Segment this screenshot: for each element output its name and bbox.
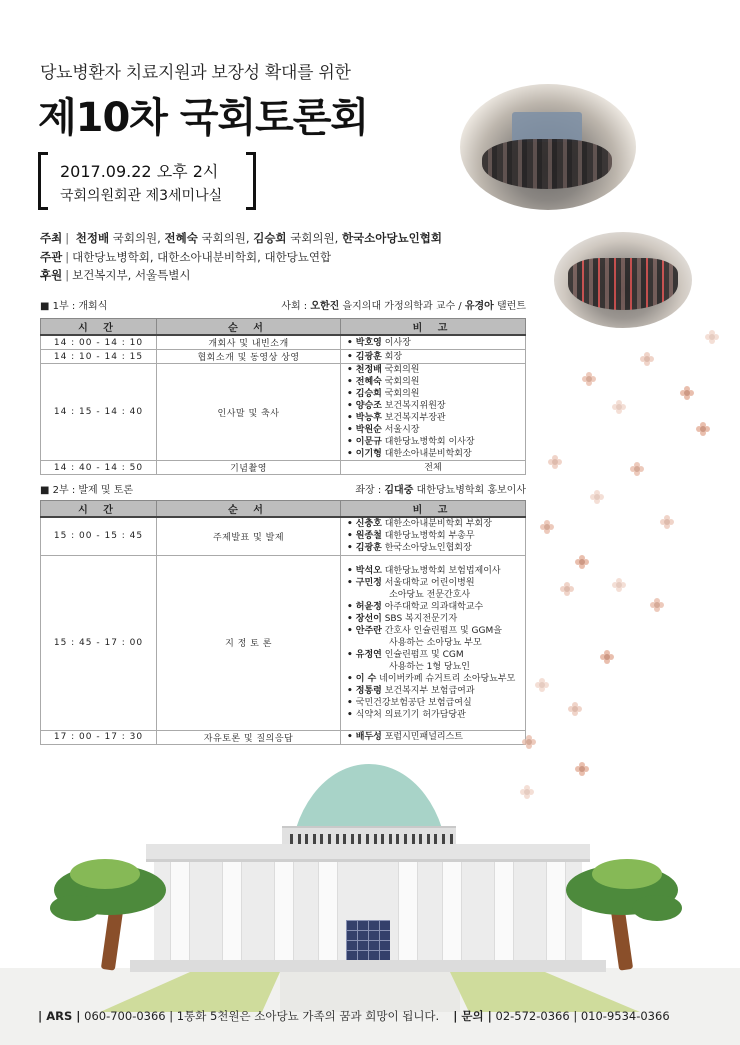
note-entry: • 박호영 이사장 [347,337,411,348]
petal-icon [575,555,589,569]
col-time: 시 간 [41,319,157,336]
host-role: 국회의원, [197,231,254,245]
event-venue: 국회의원회관 제3세미나실 [60,188,223,204]
ars-text: 060-700-0366 | 1통화 5천원은 소아당뇨 가족의 꿈과 희망이 됩니다. [80,1009,440,1023]
program-cell: 개회사 및 내빈소개 [157,335,341,350]
note-name: 천정배 [355,365,382,375]
col-time: 시 간 [41,501,157,518]
petal-icon [548,455,562,469]
host-name: 한국소아당뇨인협회 [341,231,442,245]
note-name: 이기형 [355,449,382,459]
left-bracket [38,152,48,210]
tree-right [562,855,682,970]
petal-icon [590,490,604,504]
note-desc: 대한소아내분비학회 부회장 [381,519,492,530]
sponsor-text: 보건복지부, 서울특별시 [72,268,191,282]
program-cell: 협회소개 및 동영상 상영 [157,350,341,364]
note-text: 국민건강보험공단 보험급여실 [355,697,472,708]
moderator-desc: 탤런트 [493,301,526,312]
tree-left [50,855,170,970]
note-name: 배두성 [355,732,382,742]
part1-schedule-table [40,318,526,475]
notes-cell [341,730,526,744]
petal-icon [696,422,710,436]
note-desc: 대한당뇨병학회 이사장 [381,437,475,447]
program-cell: 기념촬영 [157,461,341,475]
note-name: 안주란 [355,625,382,636]
note-desc: SBS 복지전문기자 [381,613,458,624]
petal-icon [650,598,664,612]
petal-icon [630,462,644,476]
table-row [41,350,526,364]
note-desc: 서울시장 [381,425,420,435]
program-cell: 주제발표 및 발제 [157,517,341,555]
note-desc: 네이버카페 슈거트리 소아당뇨부모 [376,673,516,684]
event-date: 2017.09.22 오후 2시 [60,162,219,181]
note-desc: 서울대학교 어린이병원 [381,577,475,588]
host-label: 주최 [40,231,63,245]
time-cell: 14 : 40 - 14 : 50 [41,461,157,475]
petal-icon [600,650,614,664]
col-program: 순 서 [157,319,341,336]
note-entry: • 신충호 대한소아내분비학회 부회장 [347,519,492,530]
moderator-name: 오한진 [310,301,340,312]
program-cell: 지 정 토 론 [157,555,341,730]
note-desc: 한국소아당뇨인협회장 [381,543,472,554]
notes-cell [341,335,526,350]
contact-text: 02-572-0366 | 010-9534-0366 [491,1009,670,1023]
petal-icon [560,582,574,596]
subtitle: 당뇨병환자 치료지원과 보장성 확대를 위한 [40,63,351,83]
note-entry: • 박원순 서울시장 [347,425,420,435]
petal-icon [540,520,554,534]
col-notes: 비 고 [341,319,526,336]
host-role: 국회의원, [109,231,165,245]
note-name: 박원순 [355,425,382,435]
organizer-line: 주관 | 대한당뇨병학회, 대한소아내분비학회, 대한당뇨연합 [40,250,332,264]
time-cell: 14 : 15 - 14 : 40 [41,364,157,461]
note-name: 이문규 [355,437,382,447]
notes-cell [341,364,526,461]
note-desc: 회장 [381,351,403,362]
note-name: 허윤정 [355,601,382,612]
petal-icon [680,386,694,400]
sponsor-label: 후원 [40,268,63,282]
note-name: 신충호 [355,519,382,530]
note-entry: • 이문규 대한당뇨병학회 이사장 [347,437,475,447]
group-photo-2 [554,232,692,328]
note-entry: • 박능후 보건복지부장관 [347,413,446,423]
note-desc: 대한소아내분비학회장 [381,449,472,459]
host-name: 전혜숙 [164,231,198,245]
moderator-prefix: 좌장 : [355,485,385,496]
note-entry: • 배두성 포럼시민패널리스트 [347,732,463,742]
note-desc: 국회의원 [381,365,420,375]
petal-icon [612,578,626,592]
note-name: 이 수 [355,673,377,684]
table-row [41,730,526,744]
part2-schedule-table [40,500,526,745]
time-cell: 14 : 00 - 14 : 10 [41,335,157,350]
note-entry: • 유정연 인슐린펌프 및 CGM [347,649,464,660]
note-entry: • 식약처 의료기기 허가담당관 [347,709,466,720]
program-cell: 자유토론 및 질의응답 [157,730,341,744]
note-desc: 이사장 [381,337,411,348]
table-header-row [41,501,526,518]
note-name: 장선이 [355,613,382,624]
petal-icon [612,400,626,414]
sponsor-line: 후원 | 보건복지부, 서울특별시 [40,268,191,282]
note-desc: 보건복지부 보험급여과 [381,685,475,696]
time-cell: 15 : 00 - 15 : 45 [41,517,157,555]
table-row [41,364,526,461]
petal-icon [522,735,536,749]
part2-moderator [355,481,526,496]
part1-label: ■ 1부 : 개회식 [40,301,108,312]
note-entry: • 원종철 대한당뇨병학회 부총무 [347,531,475,542]
note-entry: • 국민건강보험공단 보험급여실 [347,697,472,708]
group-photo-1 [460,84,636,210]
note-desc: 간호사 인슐린펌프 및 GGM을 [381,625,502,636]
note-desc: 대한당뇨병학회 보험법제이사 [381,565,501,576]
note-desc: 아주대학교 의과대학교수 [381,601,484,612]
note-desc: 국회의원 [381,389,420,399]
note-desc: 포럼시민패널리스트 [381,732,463,742]
note-continuation: 소아당뇨 전문간호사 [389,589,471,600]
note-desc: 인슐린펌프 및 CGM [381,649,464,660]
page-title: 제10차 국회토론회 [38,95,369,141]
note-name: 박능후 [355,413,382,423]
ars-label: ARS [46,1009,73,1023]
part1-moderator [281,297,526,312]
petal-icon [568,702,582,716]
petal-icon [660,515,674,529]
note-entry: • 양승조 보건복지위원장 [347,401,446,411]
note-name: 김광훈 [355,351,382,362]
note-name: 김광훈 [355,543,382,554]
moderator-name: 유경아 [464,301,494,312]
note-entry: • 천정배 국회의원 [347,365,420,375]
notes-cell [341,350,526,364]
col-notes: 비 고 [341,501,526,518]
moderator-desc: 대한당뇨병학회 홍보이사 [413,485,526,496]
note-continuation: 사용하는 소아당뇨 부모 [389,637,482,648]
footer-contact: | ARS | 060-700-0366 | 1통화 5천원은 소아당뇨 가족의 꿈과 희망이 됩니다. | 문의 | 02-572-0366 | 010-9534-0366 [38,1009,670,1023]
note-name: 김승희 [355,389,382,399]
note-name: 박석오 [355,565,382,576]
notes-cell [341,555,526,730]
contact-label: 문의 [461,1009,484,1023]
note-name: 구민정 [355,577,382,588]
note-name: 정통령 [355,685,382,696]
host-name: 김승희 [253,231,287,245]
note-entry: • 박석오 대한당뇨병학회 보험법제이사 [347,565,501,576]
organizer-label: 주관 [40,250,63,264]
note-entry: • 구민정 서울대학교 어린이병원 [347,577,475,588]
note-entry: • 전혜숙 국회의원 [347,377,420,387]
table-row [41,517,526,555]
note-entry: • 안주란 간호사 인슐린펌프 및 GGM을 [347,625,502,636]
petal-icon [535,678,549,692]
moderator-name: 김대중 [384,485,414,496]
note-entry: • 김광훈 한국소아당뇨인협회장 [347,543,472,554]
petal-icon [582,372,596,386]
date-venue-box [38,152,256,210]
part2-label: ■ 2부 : 발제 및 토론 [40,485,134,496]
notes-cell [341,517,526,555]
note-name: 유정연 [355,649,382,660]
host-line: 주최 | 천정배 국회의원, 전혜숙 국회의원, 김승희 국회의원, 한국소아당뇨인협회 [40,231,442,245]
moderator-desc: 을지의대 가정의학과 교수 / [339,301,465,312]
note-desc: 보건복지부장관 [381,413,446,423]
host-role: 국회의원, [286,231,342,245]
time-cell: 17 : 00 - 17 : 30 [41,730,157,744]
note-entry: • 김승희 국회의원 [347,389,420,399]
program-cell: 인사말 및 축사 [157,364,341,461]
notes-cell: 전체 [341,461,526,475]
table-row [41,555,526,730]
note-entry: • 김광훈 회장 [347,351,403,362]
note-entry: • 허윤정 아주대학교 의과대학교수 [347,601,484,612]
note-name: 전혜숙 [355,377,382,387]
national-assembly-illustration [0,750,740,1045]
host-name: 천정배 [75,231,110,245]
moderator-prefix: 사회 : [281,301,311,312]
note-name: 양승조 [355,401,382,411]
col-program: 순 서 [157,501,341,518]
note-continuation: 사용하는 1형 당뇨인 [389,661,471,672]
time-cell: 15 : 45 - 17 : 00 [41,555,157,730]
organizer-text: 대한당뇨병학회, 대한소아내분비학회, 대한당뇨연합 [72,250,332,264]
table-header-row [41,319,526,336]
petal-icon [640,352,654,366]
note-desc: 대한당뇨병학회 부총무 [381,531,475,542]
note-desc: 보건복지위원장 [381,401,446,411]
note-entry: • 장선이 SBS 복지전문기자 [347,613,458,624]
note-desc: 국회의원 [381,377,420,387]
note-entry: • 정통령 보건복지부 보험급여과 [347,685,475,696]
note-entry: • 이기형 대한소아내분비학회장 [347,449,472,459]
petal-icon [705,330,719,344]
table-row [41,461,526,475]
time-cell: 14 : 10 - 14 : 15 [41,350,157,364]
note-text: 식약처 의료기기 허가담당관 [355,709,466,720]
note-name: 원종철 [355,531,382,542]
note-name: 박호영 [355,337,382,348]
right-bracket [246,152,256,210]
table-row [41,335,526,350]
note-entry: • 이 수 네이버카페 슈거트리 소아당뇨부모 [347,673,516,684]
